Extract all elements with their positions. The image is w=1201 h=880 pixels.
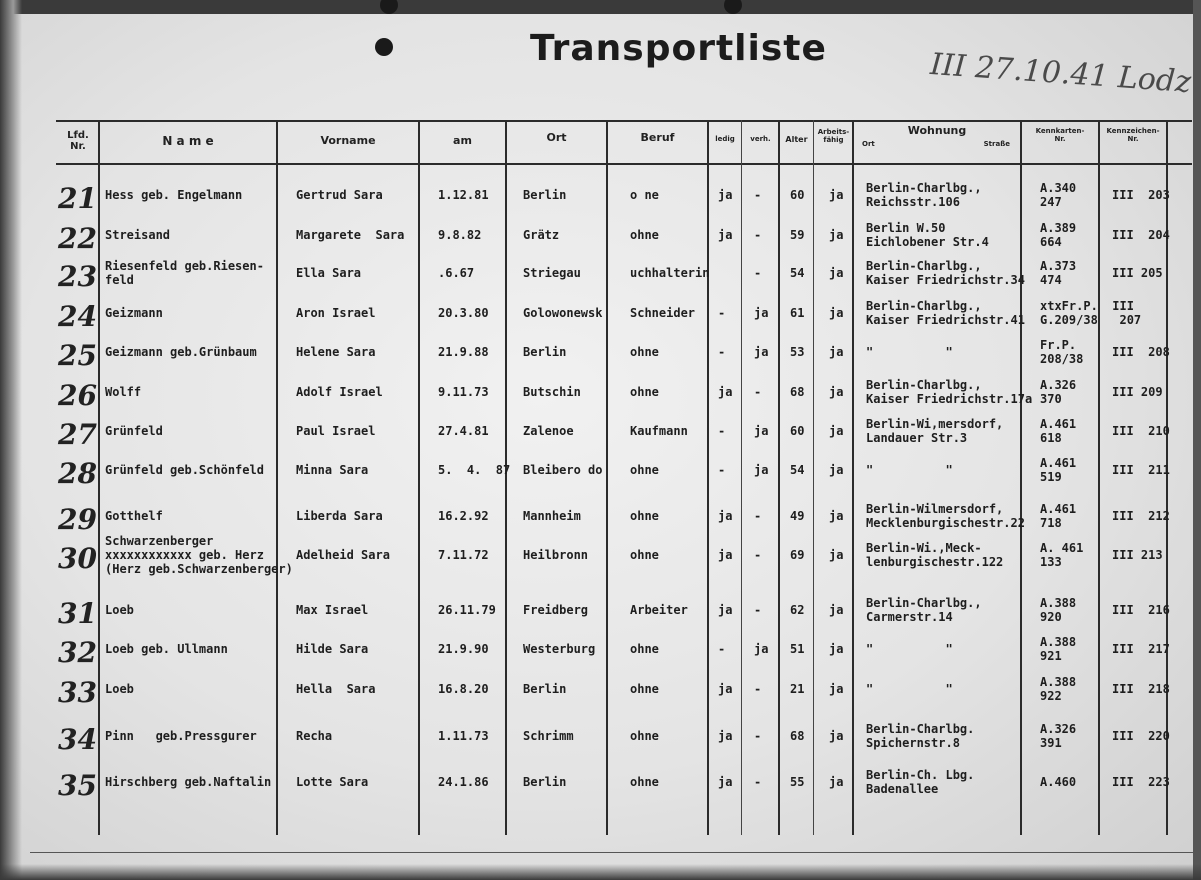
row-verheiratet: ja [754, 642, 769, 656]
row-arbeitsfaehig: ja [829, 266, 844, 280]
row-alter: 55 [790, 775, 805, 789]
row-wohnung: Berlin-Wi,mersdorf, Landauer Str.3 [866, 417, 1004, 445]
row-wohnung: " " [866, 682, 953, 696]
row-wohnung: Berlin-Wilmersdorf, Mecklenburgischestr.22 [866, 502, 1025, 530]
row-number: 34 [58, 723, 97, 756]
row-ledig: - [718, 642, 726, 656]
row-kennkarten-nr: A.388 921 [1040, 635, 1077, 663]
row-alter: 54 [790, 266, 805, 280]
row-ledig: ja [718, 385, 733, 399]
row-geburtsdatum: 27.4.81 [438, 424, 489, 438]
row-geburtsort: Grätz [523, 228, 560, 242]
punch-hole-icon [375, 38, 393, 56]
column-divider [1098, 120, 1100, 835]
row-kennkarten-nr: A.326 391 [1040, 722, 1077, 750]
row-kennzeichen-nr: III 217 [1112, 642, 1170, 656]
photo-edge-top [0, 0, 1201, 14]
column-divider [606, 120, 608, 835]
row-vorname: Adolf Israel [296, 385, 383, 399]
row-verheiratet: - [754, 266, 762, 280]
row-wohnung: Berlin-Ch. Lbg. Badenallee [866, 768, 975, 796]
row-verheiratet: - [754, 682, 762, 696]
row-number: 23 [58, 260, 97, 293]
row-ledig: ja [718, 729, 733, 743]
row-verheiratet: - [754, 385, 762, 399]
row-geburtsdatum: 1.11.73 [438, 729, 489, 743]
row-name: Grünfeld [105, 424, 163, 438]
column-divider [276, 120, 278, 835]
header-ledig: ledig [715, 135, 735, 143]
column-divider [1020, 120, 1022, 835]
row-vorname: Hilde Sara [296, 642, 369, 656]
row-wohnung: " " [866, 642, 953, 656]
row-geburtsdatum: 21.9.88 [438, 345, 489, 359]
row-beruf: ohne [630, 682, 659, 696]
row-name: Loeb [105, 603, 134, 617]
row-beruf: ohne [630, 775, 659, 789]
row-geburtsort: Mannheim [523, 509, 581, 523]
row-geburtsort: Golowonewsk [523, 306, 603, 320]
row-geburtsort: Schrimm [523, 729, 574, 743]
row-kennzeichen-nr: III 203 [1112, 188, 1170, 202]
row-name: Schwarzenberger xxxxxxxxxxxx geb. Herz (Herz geb.Schwarzenberger) [105, 534, 293, 576]
row-geburtsort: Westerburg [523, 642, 596, 656]
header-wohnung-strasse: Straße [983, 140, 1010, 148]
row-geburtsort: Berlin [523, 188, 567, 202]
row-kennkarten-nr: A.389 664 [1040, 221, 1077, 249]
row-beruf: Kaufmann [630, 424, 688, 438]
column-divider [741, 120, 742, 835]
header-arbeitsfaehig: Arbeits- fähig [817, 128, 850, 144]
row-kennzeichen-nr: III 205 [1112, 266, 1163, 280]
table-bottom-line [30, 852, 1196, 853]
row-name: Grünfeld geb.Schönfeld [105, 463, 264, 477]
row-verheiratet: - [754, 729, 762, 743]
row-verheiratet: - [754, 548, 762, 562]
row-arbeitsfaehig: ja [829, 228, 844, 242]
row-kennkarten-nr: Fr.P. 208/38 [1040, 338, 1084, 366]
row-geburtsdatum: 20.3.80 [438, 306, 489, 320]
row-kennzeichen-nr: III 210 [1112, 424, 1170, 438]
column-divider [98, 120, 100, 835]
row-ledig: ja [718, 548, 733, 562]
row-verheiratet: ja [754, 463, 769, 477]
row-wohnung: Berlin-Charlbg., Kaiser Friedrichstr.17a [866, 378, 1033, 406]
photo-edge-left [0, 0, 22, 880]
row-vorname: Hella Sara [296, 682, 376, 696]
row-number: 24 [58, 300, 97, 333]
row-vorname: Margarete Sara [296, 228, 405, 242]
row-number: 35 [58, 769, 97, 802]
row-arbeitsfaehig: ja [829, 509, 844, 523]
row-vorname: Max Israel [296, 603, 369, 617]
row-number: 21 [58, 182, 97, 215]
row-ledig: ja [718, 509, 733, 523]
header-geboren-am: am [453, 134, 472, 147]
row-alter: 49 [790, 509, 805, 523]
row-vorname: Ella Sara [296, 266, 362, 280]
row-beruf: Arbeiter [630, 603, 688, 617]
row-verheiratet: - [754, 188, 762, 202]
row-vorname: Lotte Sara [296, 775, 369, 789]
row-ledig: - [718, 424, 726, 438]
row-geburtsdatum: 5. 4. 87 [438, 463, 511, 477]
row-geburtsdatum: 21.9.90 [438, 642, 489, 656]
row-vorname: Helene Sara [296, 345, 376, 359]
row-number: 28 [58, 457, 97, 490]
header-kennkarten-nr: Kennkarten- Nr. [1035, 127, 1085, 143]
row-wohnung: " " [866, 463, 953, 477]
row-kennzeichen-nr: III 216 [1112, 603, 1170, 617]
column-divider [418, 120, 420, 835]
row-arbeitsfaehig: ja [829, 729, 844, 743]
column-divider [707, 120, 709, 835]
row-wohnung: Berlin-Wi.,Meck- lenburgischestr.122 [866, 541, 1004, 569]
row-vorname: Adelheid Sara [296, 548, 390, 562]
row-verheiratet: - [754, 228, 762, 242]
row-arbeitsfaehig: ja [829, 306, 844, 320]
row-name: Loeb [105, 682, 134, 696]
row-arbeitsfaehig: ja [829, 385, 844, 399]
row-beruf: ohne [630, 642, 659, 656]
row-kennkarten-nr: A.460 [1040, 775, 1077, 789]
header-lfd-nr: Lfd. Nr. [67, 130, 89, 152]
row-vorname: Paul Israel [296, 424, 376, 438]
row-kennzeichen-nr: III 211 [1112, 463, 1170, 477]
row-kennzeichen-nr: III 223 [1112, 775, 1170, 789]
row-verheiratet: ja [754, 345, 769, 359]
row-geburtsdatum: 16.8.20 [438, 682, 489, 696]
document-title: Transportliste [530, 28, 827, 69]
header-verheiratet: verh. [750, 135, 771, 143]
header-ort: Ort [546, 131, 567, 144]
column-divider [778, 120, 780, 835]
row-arbeitsfaehig: ja [829, 345, 844, 359]
row-wohnung: Berlin-Charlbg., Carmerstr.14 [866, 596, 982, 624]
row-wohnung: " " [866, 345, 953, 359]
header-wohnung-ort: Ort [862, 140, 875, 148]
row-arbeitsfaehig: ja [829, 775, 844, 789]
row-kennzeichen-nr: III 208 [1112, 345, 1170, 359]
row-beruf: ohne [630, 463, 659, 477]
row-number: 25 [58, 339, 97, 372]
row-ledig: ja [718, 228, 733, 242]
row-arbeitsfaehig: ja [829, 424, 844, 438]
row-vorname: Gertrud Sara [296, 188, 383, 202]
row-geburtsdatum: 26.11.79 [438, 603, 496, 617]
row-geburtsort: Berlin [523, 345, 567, 359]
column-divider [852, 120, 854, 835]
row-alter: 59 [790, 228, 805, 242]
row-verheiratet: - [754, 775, 762, 789]
row-wohnung: Berlin-Charlbg., Reichsstr.106 [866, 181, 982, 209]
row-ledig: - [718, 463, 726, 477]
row-arbeitsfaehig: ja [829, 463, 844, 477]
row-ledig: ja [718, 775, 733, 789]
row-name: Streisand [105, 228, 171, 242]
row-name: Wolff [105, 385, 142, 399]
photo-edge-right [1193, 0, 1201, 880]
row-number: 27 [58, 418, 97, 451]
row-name: Gotthelf [105, 509, 163, 523]
row-ledig: ja [718, 603, 733, 617]
row-kennzeichen-nr: III 220 [1112, 729, 1170, 743]
row-geburtsdatum: 1.12.81 [438, 188, 489, 202]
handwritten-date-note: III 27.10.41 Lodz [929, 46, 1193, 101]
row-kennkarten-nr: A.373 474 [1040, 259, 1077, 287]
row-kennkarten-nr: A.461 618 [1040, 417, 1077, 445]
row-name: Hirschberg geb.Naftalin [105, 775, 272, 789]
row-geburtsort: Butschin [523, 385, 581, 399]
row-wohnung: Berlin-Charlbg. Spichernstr.8 [866, 722, 975, 750]
row-arbeitsfaehig: ja [829, 603, 844, 617]
row-ledig: - [718, 306, 726, 320]
row-beruf: ohne [630, 385, 659, 399]
row-number: 29 [58, 503, 97, 536]
row-kennkarten-nr: A.461 718 [1040, 502, 1077, 530]
row-arbeitsfaehig: ja [829, 188, 844, 202]
row-geburtsdatum: 7.11.72 [438, 548, 489, 562]
row-beruf: ohne [630, 509, 659, 523]
row-kennzeichen-nr: III 209 [1112, 385, 1163, 399]
row-wohnung: Berlin-Charlbg., Kaiser Friedrichstr.41 [866, 299, 1025, 327]
row-kennkarten-nr: A.388 922 [1040, 675, 1077, 703]
row-kennzeichen-nr: III 218 [1112, 682, 1170, 696]
row-arbeitsfaehig: ja [829, 548, 844, 562]
row-vorname: Minna Sara [296, 463, 369, 477]
row-number: 22 [58, 222, 97, 255]
header-vorname: Vorname [320, 134, 376, 147]
row-verheiratet: ja [754, 424, 769, 438]
row-geburtsdatum: 16.2.92 [438, 509, 489, 523]
row-kennzeichen-nr: III 204 [1112, 228, 1170, 242]
row-wohnung: Berlin W.50 Eichlobener Str.4 [866, 221, 989, 249]
row-beruf: uchhalterin [630, 266, 710, 280]
row-arbeitsfaehig: ja [829, 682, 844, 696]
header-wohnung: Wohnung [907, 124, 967, 137]
row-geburtsort: Striegau [523, 266, 581, 280]
header-alter: Alter [785, 135, 808, 144]
row-kennzeichen-nr: III 212 [1112, 509, 1170, 523]
row-number: 33 [58, 676, 97, 709]
row-geburtsdatum: .6.67 [438, 266, 475, 280]
row-number: 30 [58, 542, 97, 575]
row-vorname: Aron Israel [296, 306, 376, 320]
row-number: 26 [58, 379, 97, 412]
row-name: Geizmann geb.Grünbaum [105, 345, 257, 359]
row-geburtsort: Zalenoe [523, 424, 574, 438]
row-geburtsort: Bleibero do [523, 463, 603, 477]
row-number: 31 [58, 597, 97, 630]
row-beruf: ohne [630, 228, 659, 242]
row-alter: 60 [790, 188, 805, 202]
row-geburtsdatum: 9.8.82 [438, 228, 482, 242]
row-verheiratet: ja [754, 306, 769, 320]
row-verheiratet: - [754, 509, 762, 523]
row-geburtsort: Berlin [523, 682, 567, 696]
header-beruf: Beruf [640, 131, 675, 144]
row-vorname: Liberda Sara [296, 509, 383, 523]
row-alter: 68 [790, 729, 805, 743]
row-geburtsdatum: 24.1.86 [438, 775, 489, 789]
row-arbeitsfaehig: ja [829, 642, 844, 656]
row-geburtsort: Berlin [523, 775, 567, 789]
row-wohnung: Berlin-Charlbg., Kaiser Friedrichstr.34 [866, 259, 1025, 287]
row-name: Geizmann [105, 306, 163, 320]
row-name: Riesenfeld geb.Riesen- feld [105, 259, 264, 287]
row-ledig: - [718, 345, 726, 359]
row-alter: 68 [790, 385, 805, 399]
row-name: Loeb geb. Ullmann [105, 642, 228, 656]
row-alter: 54 [790, 463, 805, 477]
row-beruf: o ne [630, 188, 659, 202]
row-verheiratet: - [754, 603, 762, 617]
row-kennkarten-nr: A.326 370 [1040, 378, 1077, 406]
row-alter: 61 [790, 306, 805, 320]
row-kennkarten-nr: A.340 247 [1040, 181, 1077, 209]
photo-edge-bottom [0, 864, 1201, 880]
row-name: Hess geb. Engelmann [105, 188, 243, 202]
row-geburtsort: Freidberg [523, 603, 589, 617]
header-kennzeichen-nr: Kennzeichen- Nr. [1106, 127, 1160, 143]
column-divider [813, 120, 814, 835]
row-beruf: Schneider [630, 306, 696, 320]
row-geburtsort: Heilbronn [523, 548, 589, 562]
row-alter: 69 [790, 548, 805, 562]
row-name: Pinn geb.Pressgurer [105, 729, 257, 743]
row-kennkarten-nr: A. 461 133 [1040, 541, 1084, 569]
row-kennkarten-nr: xtxFr.P. III G.209/38 207 [1040, 299, 1142, 327]
row-beruf: ohne [630, 729, 659, 743]
row-alter: 62 [790, 603, 805, 617]
row-vorname: Recha [296, 729, 333, 743]
row-geburtsdatum: 9.11.73 [438, 385, 489, 399]
row-kennzeichen-nr: III 213 [1112, 548, 1163, 562]
row-kennkarten-nr: A.388 920 [1040, 596, 1077, 624]
row-alter: 60 [790, 424, 805, 438]
row-ledig: ja [718, 682, 733, 696]
header-name: N a m e [162, 134, 214, 148]
row-alter: 21 [790, 682, 805, 696]
row-ledig: ja [718, 188, 733, 202]
row-alter: 53 [790, 345, 805, 359]
row-beruf: ohne [630, 548, 659, 562]
row-number: 32 [58, 636, 97, 669]
row-beruf: ohne [630, 345, 659, 359]
row-alter: 51 [790, 642, 805, 656]
row-kennkarten-nr: A.461 519 [1040, 456, 1077, 484]
